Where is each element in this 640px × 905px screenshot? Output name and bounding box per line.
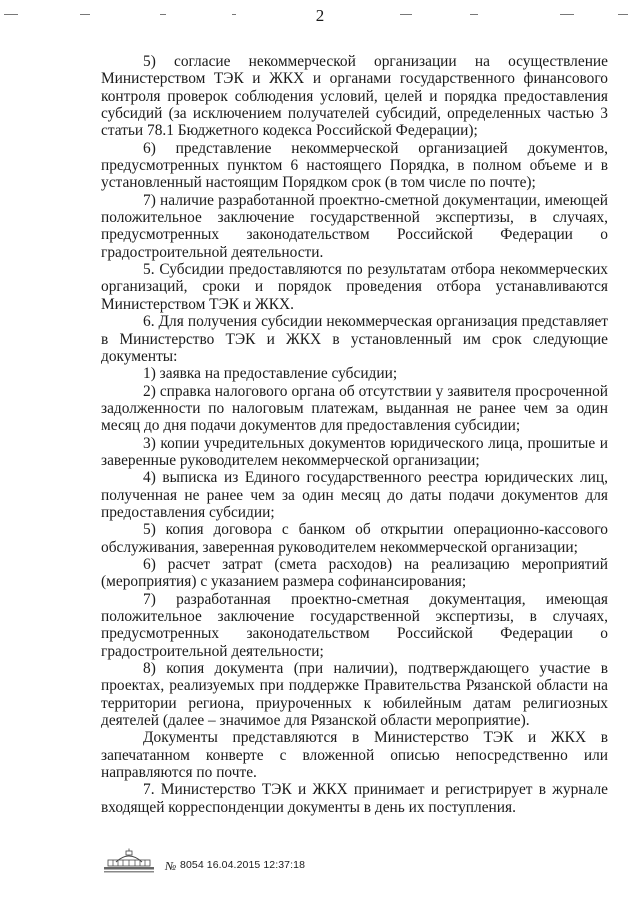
paragraph: Документы представляются в Министерство ТЭК и ЖКХ в запечатанном конверте с вложенной описью непосредственно или направляются по почте.: [101, 729, 608, 782]
registration-stamp: 8054 16.04.2015 12:37:18: [180, 859, 306, 871]
paragraph: 5) согласие некоммерческой организации на осуществление Министерством ТЭК и ЖКХ и органами государственного финансового контроля проверок соблюдения условий, целей и порядка предоставления субсидий (за исключением получателей субсидий, определенных частью 3 статьи 78.1 Бюджетного кодекса Российской Федерации);: [101, 53, 608, 140]
paragraph: 6) представление некоммерческой организацией документов, предусмотренных пунктом 6 настоящего Порядка, в полном объеме и в установленный настоящим Порядком срок (в том числе по почте);: [101, 139, 608, 192]
registration-footer: [102, 848, 402, 876]
paragraph: 5. Субсидии предоставляются по результатам отбора некоммерческих организаций, сроки и порядок проведения отбора устанавливаются Министерством ТЭК и ЖКХ.: [101, 261, 608, 313]
document-body: [101, 53, 608, 816]
paragraph: 4) выписка из Единого государственного реестра юридических лиц, полученная не ранее чем за один месяц до даты подачи документов для предоставления субсидии;: [101, 469, 608, 521]
page-number: 2: [315, 6, 325, 25]
paragraph: 6. Для получения субсидии некоммерческая организация представляет в Министерство ТЭК и ЖКХ в установленный им срок следующие документы:: [101, 313, 608, 365]
paragraph: 5) копия договора с банком об открытии операционно-кассового обслуживания, заверенная руководителем некоммерческой организации;: [101, 521, 608, 556]
paragraph: 7) разработанная проектно-сметная документация, имеющая положительное заключение государственной экспертизы, в случаях, предусмотренных законодательством Российской Федерации о градостроительной деятельности;: [101, 590, 608, 660]
paragraph: 1) заявка на предоставление субсидии;: [143, 365, 398, 383]
stamp-number-sign: №: [165, 859, 177, 873]
paragraph: 2) справка налогового органа об отсутствии у заявителя просроченной задолженности по налоговым платежам, выданная не ранее чем за один месяц до дня подачи документов для предоставления субсидии;: [101, 382, 608, 435]
paragraph: 6) расчет затрат (смета расходов) на реализацию мероприятий (мероприятия) с указанием размера софинансирования;: [101, 555, 608, 591]
paragraph: 8) копия документа (при наличии), подтверждающего участие в проектах, реализуемых при поддержке Правительства Рязанской области на территории региона, приуроченных к юбилейным датам религиозных деятелей (далее – значимое для Рязанской области мероприятие).: [101, 660, 608, 730]
government-building-logo: [102, 848, 156, 874]
paragraph: 7) наличие разработанной проектно-сметной документации, имеющей положительное заключение государственной экспертизы, в случаях, предусмотренных законодательством Российской Федерации о градостроительной деятельности.: [101, 191, 608, 261]
paragraph: 7. Министерство ТЭК и ЖКХ принимает и регистрирует в журнале входящей корреспонденции документы в день их поступления.: [101, 781, 608, 816]
paragraph: 3) копии учредительных документов юридического лица, прошитые и заверенные руководителем некоммерческой организации;: [101, 434, 608, 469]
